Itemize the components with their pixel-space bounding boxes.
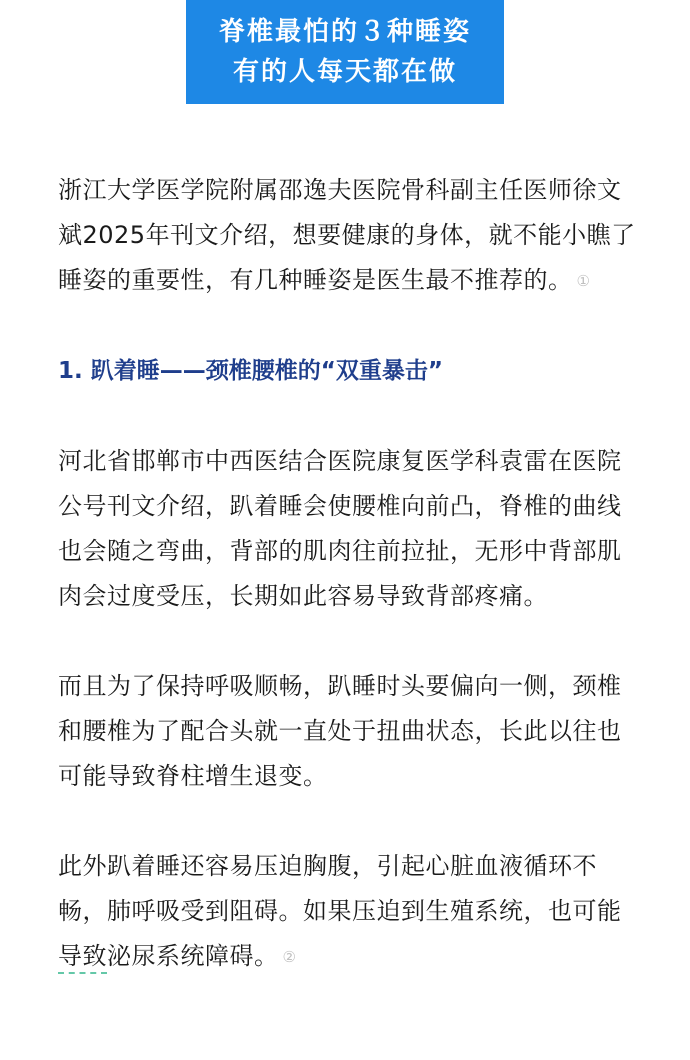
title-line-2: 有的人每天都在做	[232, 57, 457, 87]
paragraph-intro-text: 浙江大学医学院附属邵逸夫医院骨科副主任医师徐文斌2025年刊文介绍，想要健康的身体，就不能小瞧了睡姿的重要性，有几种睡姿是医生最不推荐的。	[58, 176, 636, 294]
reference-marker-1[interactable]: ①	[576, 272, 591, 290]
title-banner	[186, 0, 504, 104]
title-line-1: 脊椎最怕的３种睡姿	[218, 17, 471, 47]
paragraph-breathing: 而且为了保持呼吸顺畅，趴睡时头要偏向一侧，颈椎和腰椎为了配合头就一直处于扭曲状态，长此以往也可能导致脊柱增生退变。	[58, 672, 622, 790]
paragraph-prone-sleep: 河北省邯郸市中西医结合医院康复医学科袁雷在医院公号刊文介绍，趴着睡会使腰椎向前凸，脊椎的曲线也会随之弯曲，背部的肌肉往前拉扯，无形中背部肌肉会过度受压，长期如此容易导致背部疼痛。	[58, 447, 622, 610]
section-heading-1: 1. 趴着睡——颈椎腰椎的“双重暴击”	[58, 358, 443, 384]
paragraph-compression-text: 此外趴着睡还容易压迫胸腹，引起心脏血液循环不畅，肺呼吸受到阻碍。如果压迫到生殖系统，也可能	[58, 852, 622, 925]
paragraph-compression	[58, 844, 638, 980]
reference-marker-2[interactable]: ②	[282, 948, 297, 966]
paragraph-compression-tail: 泌尿系统障碍。	[107, 942, 279, 970]
paragraph-intro	[58, 168, 638, 304]
article-body	[58, 168, 638, 1025]
keyword-link[interactable]: 导致	[58, 942, 107, 974]
